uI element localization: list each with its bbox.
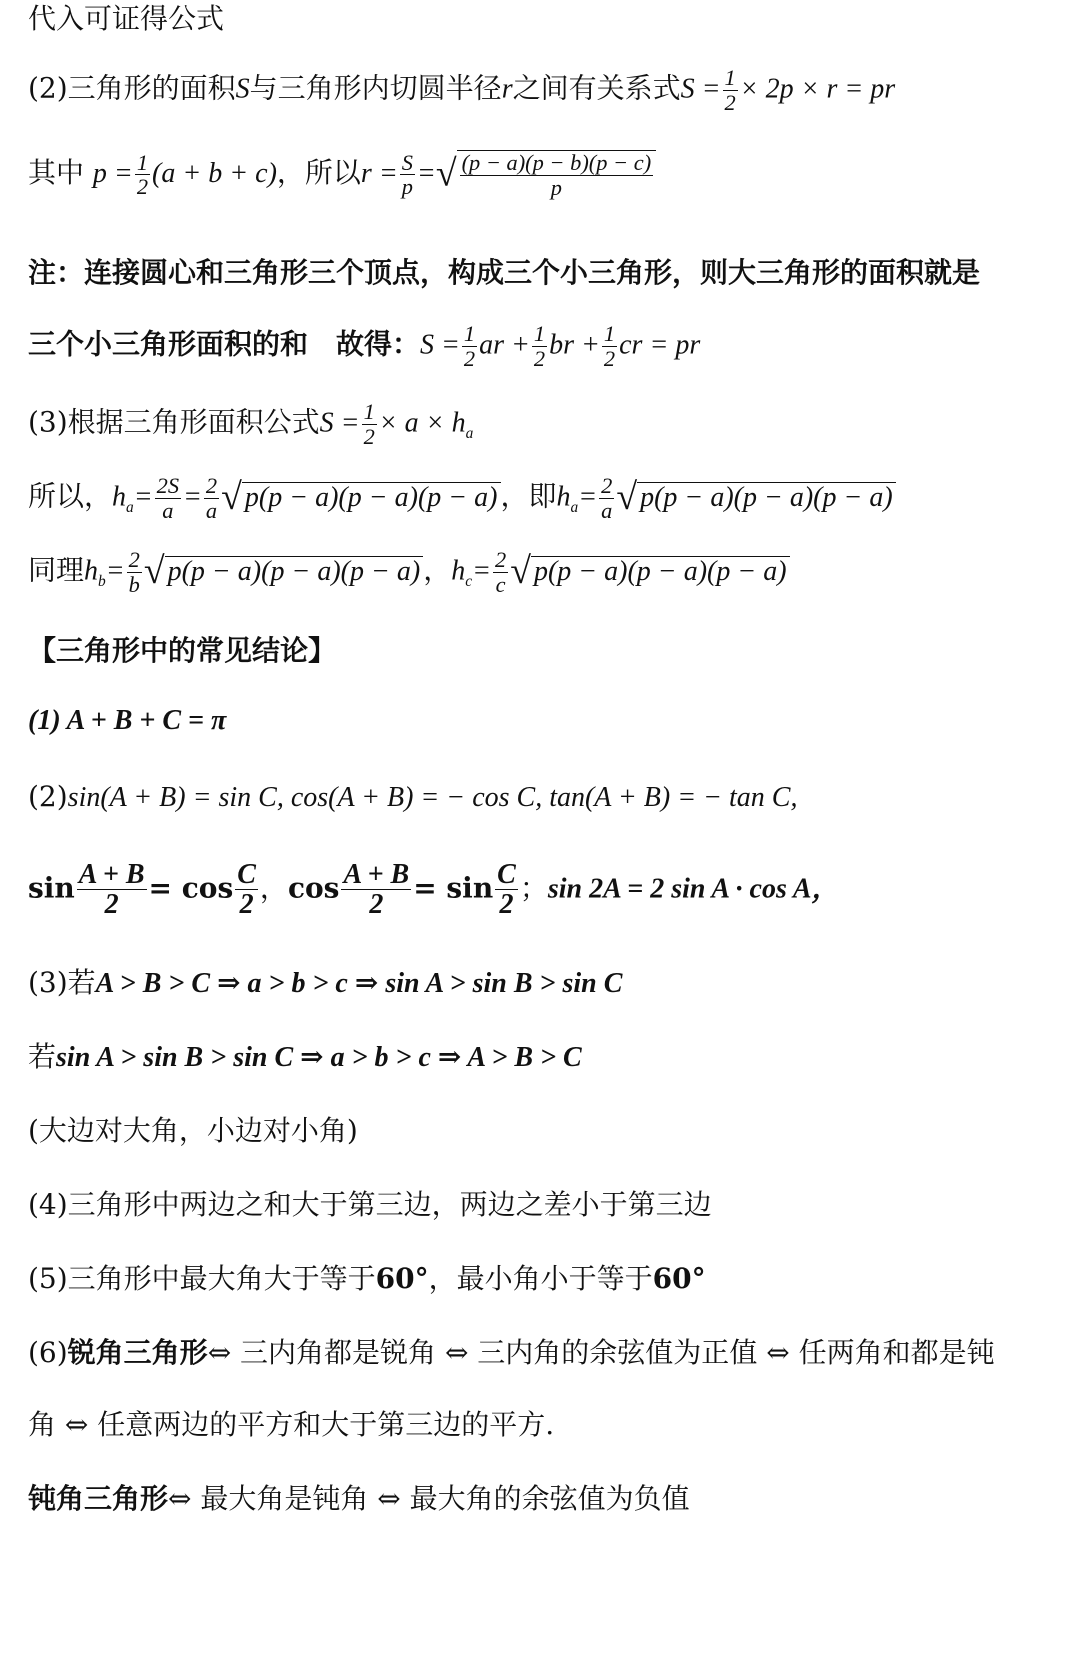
denominator: 2 <box>363 423 375 449</box>
line-text: ，即 <box>500 479 557 513</box>
fraction <box>135 151 150 199</box>
note-line-1 <box>28 258 1060 289</box>
line-text: 同理 <box>28 553 85 587</box>
numerator: 1 <box>463 321 476 346</box>
fraction <box>155 474 181 522</box>
line-text: (大边对大角，小边对小角) <box>28 1114 358 1147</box>
math-formula: p = <box>92 158 133 190</box>
conclusion-3-converse <box>28 1042 1060 1074</box>
conclusion-5 <box>28 1264 1060 1295</box>
denominator: a <box>205 497 218 523</box>
line-text: (6) <box>28 1336 68 1369</box>
line-text: ⇔ 三内角都是锐角 ⇔ 三内角的余弦值为正值 ⇔ 任两角和都是钝 <box>207 1336 995 1369</box>
line-text: 所以， <box>28 479 113 513</box>
line-text: ，所以 <box>276 156 361 190</box>
numerator: 2 <box>205 473 218 498</box>
line-text: 钝角三角形 <box>28 1482 169 1515</box>
text-line-2 <box>28 66 1060 114</box>
math-formula: S = <box>319 407 360 439</box>
conclusion-1 <box>28 706 1060 737</box>
fraction <box>602 322 617 370</box>
math-symbol: h <box>556 481 571 513</box>
subscript: a <box>570 499 579 517</box>
conclusion-2 <box>28 782 1060 814</box>
fraction <box>493 548 508 596</box>
denominator: 2 <box>463 345 476 371</box>
numerator: 2 <box>494 547 507 572</box>
denominator: 2 <box>499 889 514 921</box>
numerator: 1 <box>136 149 149 175</box>
line-text: (4)三角形中两边之和大于第三边，两边之差小于第三边 <box>28 1188 712 1221</box>
denominator: c <box>495 571 506 597</box>
radicand: p(p − a)(p − a)(p − a) <box>637 482 896 514</box>
subscript: b <box>98 573 106 591</box>
section-heading <box>28 636 1060 667</box>
math-formula: sin A > sin B > sin C ⇒ a > b > c ⇒ A > B > C <box>56 1042 582 1073</box>
fraction <box>77 860 147 920</box>
math-formula: r = <box>360 158 398 190</box>
math-formula: = <box>105 555 125 587</box>
line-text: 若 <box>28 1040 57 1073</box>
math-formula: × 2p × r = pr <box>739 73 896 105</box>
fraction <box>723 66 738 114</box>
line-text: (2)三角形的面积 <box>28 71 236 105</box>
fraction <box>462 322 477 370</box>
radicand: p(p − a)(p − a)(p − a) <box>165 556 424 588</box>
subscript: a <box>126 499 134 517</box>
line-text: 之间有关系式 <box>512 71 681 105</box>
conclusion-4 <box>28 1190 1060 1221</box>
math-formula: = <box>578 481 598 513</box>
denominator: 2 <box>369 889 384 921</box>
math-formula: sin(A + B) = sin C, cos(A + B) = − cos C, tan(A + B) = − tan C, <box>67 782 798 813</box>
radicand: p(p − a)(p − a)(p − a) <box>242 482 501 514</box>
fraction <box>235 860 258 920</box>
numerator: 1 <box>603 321 616 346</box>
line-text: 代入可证得公式 <box>28 2 225 35</box>
text-line-1 <box>28 4 1060 35</box>
math-symbol: h <box>451 555 466 587</box>
math-formula: ar + <box>479 329 530 361</box>
math-formula: = cos <box>148 871 234 905</box>
radical-icon: √ <box>143 550 165 593</box>
numerator: 1 <box>533 321 546 346</box>
math-formula: (1) A + B + C = π <box>28 705 227 736</box>
line-text: 注：连接圆心和三角形三个顶点，构成三个小三角形，则大三角形的面积就是 <box>28 256 981 289</box>
radical-icon: √ <box>221 476 242 519</box>
denominator: 2 <box>239 889 254 921</box>
note-line-2 <box>28 322 1060 370</box>
math-formula: sin 2A = 2 sin A · cos A， <box>547 873 840 905</box>
fraction <box>460 151 654 199</box>
math-formula: sin <box>28 871 75 905</box>
conclusion-3 <box>28 968 1060 1000</box>
math-symbol: S <box>235 73 250 105</box>
conclusion-3-note <box>28 1116 1060 1147</box>
math-formula: = <box>133 481 153 513</box>
square-root <box>144 551 423 593</box>
numerator: 2S <box>156 473 180 498</box>
line-text: ， <box>259 871 288 905</box>
math-symbol: h <box>84 555 99 587</box>
square-root <box>436 150 656 199</box>
numerator: 2 <box>128 547 140 572</box>
fraction <box>495 860 518 920</box>
line-text: (3)根据三角形面积公式 <box>28 405 320 439</box>
math-formula: A > B > C ⇒ a > b > c ⇒ sin A > sin B > sin C <box>95 968 623 999</box>
denominator: 2 <box>603 345 616 371</box>
fraction <box>532 322 547 370</box>
text-line-7 <box>28 474 1060 522</box>
conclusion-obtuse <box>28 1484 1060 1515</box>
math-symbol: h <box>112 481 127 513</box>
denominator: 2 <box>136 174 149 200</box>
numerator: 1 <box>363 399 375 424</box>
square-root <box>616 477 895 519</box>
conclusion-2-half-angle <box>28 860 1060 920</box>
math-formula: cos <box>287 871 340 905</box>
numerator: 2 <box>601 473 613 498</box>
math-formula: (a + b + c) <box>152 158 277 190</box>
math-formula: 60° <box>652 1262 706 1295</box>
radicand: p(p − a)(p − a)(p − a) <box>531 556 790 588</box>
line-text: 其中 <box>28 156 85 190</box>
text-line-3 <box>28 150 1060 199</box>
line-text: ， <box>423 553 452 587</box>
denominator: p <box>401 174 413 200</box>
line-text: ； <box>519 871 548 905</box>
line-text: (2) <box>28 780 68 813</box>
square-root <box>221 477 500 519</box>
math-formula: S = <box>420 329 460 361</box>
fraction <box>599 474 614 522</box>
line-text: 锐角三角形 <box>67 1336 208 1369</box>
denominator: b <box>128 571 140 597</box>
math-symbol: r <box>501 73 513 105</box>
denominator: a <box>162 497 174 523</box>
line-text: 角 ⇔ 任意两边的平方和大于第三边的平方. <box>28 1408 555 1441</box>
denominator: a <box>601 497 613 523</box>
conclusion-6-cont <box>28 1410 1060 1441</box>
math-formula: cr = pr <box>619 329 701 361</box>
line-text: ，最小角小于等于 <box>428 1262 653 1295</box>
denominator: 2 <box>724 89 736 115</box>
math-formula: = <box>472 555 491 587</box>
subscript: c <box>465 573 473 591</box>
subscript: a <box>465 425 474 443</box>
numerator: A + B <box>343 859 410 890</box>
line-text: ⇔ 最大角是钝角 ⇔ 最大角的余弦值为负值 <box>168 1482 690 1515</box>
numerator: A + B <box>78 859 145 890</box>
denominator: 2 <box>104 889 119 921</box>
math-formula: = <box>416 158 436 190</box>
denominator: 2 <box>533 345 546 371</box>
numerator: S <box>401 149 413 175</box>
fraction <box>341 860 411 920</box>
fraction <box>400 151 415 199</box>
numerator: C <box>237 859 256 890</box>
text-line-6 <box>28 400 1060 448</box>
math-formula: br + <box>549 329 600 361</box>
radical-icon: √ <box>616 476 638 519</box>
fraction <box>127 548 142 596</box>
fraction <box>362 400 377 448</box>
fraction <box>204 474 219 522</box>
line-text: 三个小三角形面积的和 故得： <box>28 327 421 361</box>
radical-icon: √ <box>435 152 457 195</box>
text-line-8 <box>28 548 1060 596</box>
math-formula: 60° <box>375 1262 429 1295</box>
numerator: 1 <box>724 65 736 90</box>
conclusion-6 <box>28 1338 1060 1369</box>
math-formula: = sin <box>413 871 494 905</box>
line-text: 与三角形内切圆半径 <box>249 71 502 105</box>
math-formula: S = <box>680 73 721 105</box>
math-formula: × a × h <box>378 407 466 439</box>
denominator: p <box>550 174 562 200</box>
math-formula: = <box>183 481 202 513</box>
line-text: (3)若 <box>28 966 96 999</box>
numerator: (p − a)(p − b)(p − c) <box>461 150 652 175</box>
heading-text: 【三角形中的常见结论】 <box>28 634 337 667</box>
numerator: C <box>497 859 516 890</box>
square-root <box>510 551 789 593</box>
line-text: (5)三角形中最大角大于等于 <box>28 1262 376 1295</box>
radical-icon: √ <box>510 550 531 593</box>
